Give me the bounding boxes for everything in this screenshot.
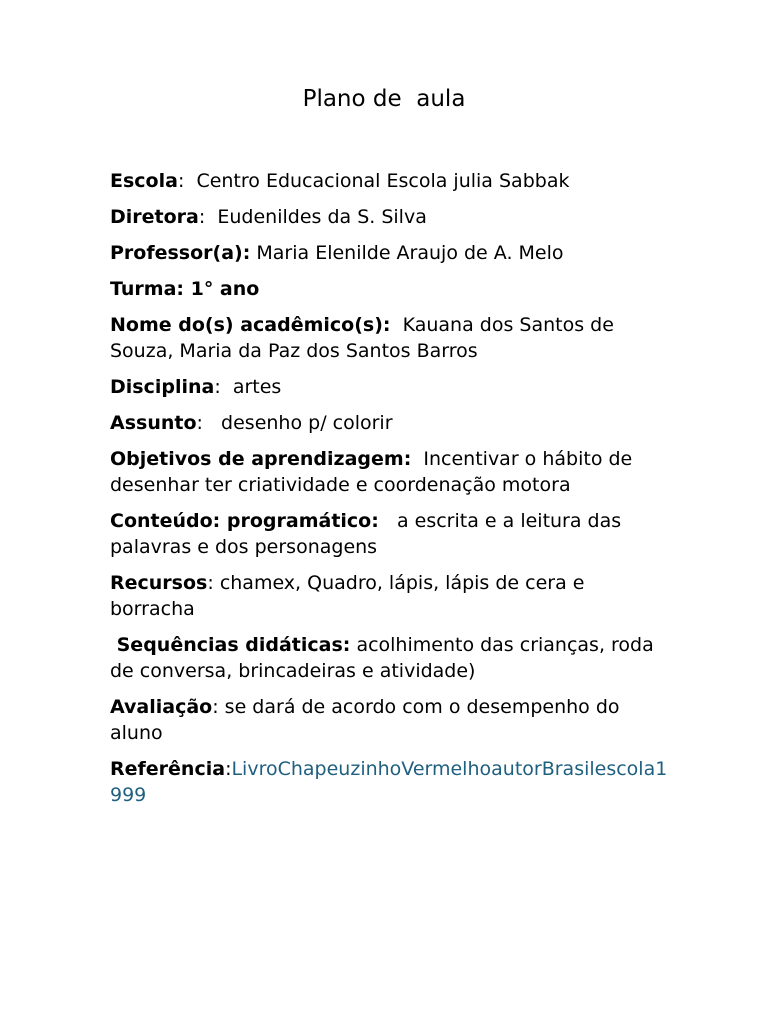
field-disciplina <box>110 374 670 400</box>
field-referencia <box>110 756 670 808</box>
field-separator: : <box>214 376 233 398</box>
field-value: acolhimento das crianças, roda de conversa, brincadeiras e atividade) <box>110 634 660 682</box>
field-separator: : <box>198 206 218 228</box>
field-separator: : <box>196 412 222 434</box>
field-professor <box>110 240 670 266</box>
field-separator: : <box>207 572 220 594</box>
field-separator <box>391 314 403 336</box>
field-separator: : <box>177 170 197 192</box>
field-label: Disciplina <box>110 376 215 398</box>
field-objetivos <box>110 446 670 498</box>
field-separator <box>411 448 423 470</box>
field-separator: : <box>212 696 225 718</box>
field-label: Professor(a): <box>110 242 251 264</box>
field-avaliacao <box>110 694 670 746</box>
field-separator: : <box>225 758 232 780</box>
field-conteudo <box>110 508 670 560</box>
field-turma <box>110 276 670 302</box>
field-label: Diretora <box>110 206 199 228</box>
field-recursos <box>110 570 670 622</box>
field-value: Incentivar o hábito de desenhar ter criatividade e coordenação motora <box>110 448 639 496</box>
field-assunto <box>110 410 670 436</box>
field-value: desenho p/ colorir <box>221 412 393 434</box>
field-label: Referência <box>110 758 226 780</box>
field-value: Eudenildes da S. Silva <box>217 206 427 228</box>
page-title: Plano de aula <box>302 86 466 112</box>
field-academicos <box>110 312 670 364</box>
lesson-plan-body <box>110 168 670 818</box>
field-diretora <box>110 204 670 230</box>
field-value: artes <box>232 376 282 398</box>
field-label: Recursos <box>110 572 208 594</box>
field-value: se dará de acordo com o desempenho do aluno <box>110 696 626 744</box>
field-sequencias <box>110 632 670 684</box>
field-value: Centro Educacional Escola julia Sabbak <box>196 170 570 192</box>
field-label: Objetivos de aprendizagem: <box>110 448 412 470</box>
field-label: Escola <box>110 170 178 192</box>
reference-link[interactable]: LivroChapeuzinhoVermelhoautorBrasilescola1999 <box>110 758 668 806</box>
field-label: Sequências didáticas: <box>110 634 351 656</box>
field-value: Kauana dos Santos de Souza, Maria da Paz dos Santos Barros <box>110 314 620 362</box>
field-label: Avaliação <box>110 696 213 718</box>
field-value: Maria Elenilde Araujo de A. Melo <box>256 242 564 264</box>
field-value: chamex, Quadro, lápis, lápis de cera e borracha <box>110 572 591 620</box>
field-separator <box>379 510 397 532</box>
field-label: Nome do(s) acadêmico(s): <box>110 314 391 336</box>
field-label: Turma: 1° ano <box>110 278 260 300</box>
field-escola <box>110 168 670 194</box>
field-label: Assunto <box>110 412 197 434</box>
field-label: Conteúdo: programático: <box>110 510 379 532</box>
field-value: a escrita e a leitura das palavras e dos personagens <box>110 510 628 558</box>
